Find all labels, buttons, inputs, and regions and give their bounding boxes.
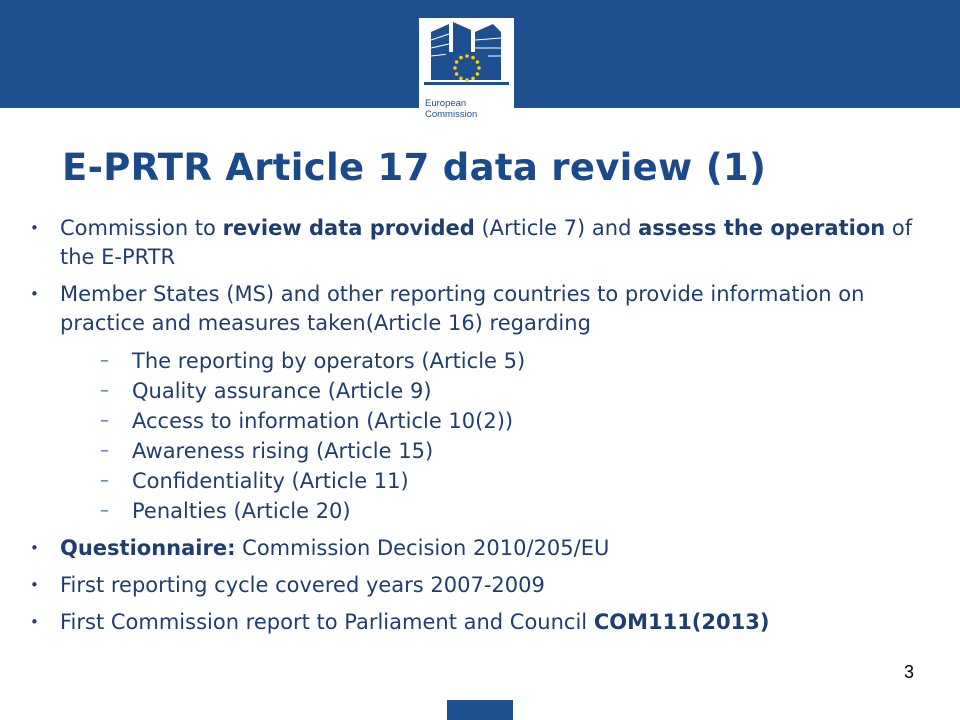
- bullet-list-bottom: [30, 534, 945, 637]
- page-number: 3: [904, 662, 915, 682]
- logo-wordmark: [425, 98, 510, 120]
- sub-bullet-item: [100, 346, 945, 376]
- dash-icon: –: [100, 440, 109, 461]
- bullet-text: First Commission report to Parliament and Council: [60, 610, 594, 634]
- dash-icon: –: [100, 380, 109, 401]
- bullet-text: (Article 7) and: [474, 216, 639, 240]
- bullet-text: of the E-PRTR: [60, 216, 913, 269]
- logo-line-commission: Commission: [425, 109, 478, 120]
- sub-bullet-text: The reporting by operators (Article 5): [132, 349, 526, 373]
- bullet-item: [30, 608, 945, 637]
- sub-bullet-text: Penalties (Article 20): [132, 499, 351, 523]
- logo-line-european: European: [425, 98, 467, 109]
- dash-icon: –: [100, 410, 109, 431]
- sub-bullet-item: [100, 436, 945, 466]
- sub-bullet-item: [100, 406, 945, 436]
- sub-bullet-text: Awareness rising (Article 15): [132, 439, 434, 463]
- bullet-emphasis: Questionnaire:: [60, 536, 236, 560]
- sub-bullet-text: Access to information (Article 10(2)): [132, 409, 514, 433]
- sub-bullet-text: Confidentiality (Article 11): [132, 469, 409, 493]
- berlaymont-building-icon: [419, 18, 514, 98]
- sub-bullet-item: [100, 466, 945, 496]
- dash-icon: –: [100, 350, 109, 371]
- bullet-icon: •: [30, 285, 39, 303]
- footer-tab: [447, 700, 513, 720]
- bullet-text: First reporting cycle covered years 2007-2009: [60, 573, 545, 597]
- slide-title: E-PRTR Article 17 data review (1): [62, 146, 767, 189]
- dash-icon: –: [100, 470, 109, 491]
- bullet-text: Commission to: [60, 216, 223, 240]
- bullet-text: Member States (MS) and other reporting countries to provide information on practice and measures taken(Article 16) regarding: [60, 282, 865, 335]
- sub-bullet-item: [100, 376, 945, 406]
- bullet-icon: •: [30, 539, 39, 557]
- slide-body: [30, 214, 945, 645]
- sub-bullet-text: Quality assurance (Article 9): [132, 379, 432, 403]
- bullet-item: [30, 571, 945, 600]
- bullet-item: [30, 280, 945, 338]
- bullet-text: Commission Decision 2010/205/EU: [235, 536, 610, 560]
- bullet-item: [30, 534, 945, 563]
- sub-bullet-list: [30, 346, 945, 526]
- bullet-emphasis: assess the operation: [638, 216, 886, 240]
- bullet-icon: •: [30, 613, 39, 631]
- bullet-emphasis: review data provided: [222, 216, 475, 240]
- sub-bullet-item: [100, 496, 945, 526]
- bullet-list-top: [30, 214, 945, 338]
- bullet-emphasis: COM111(2013): [593, 610, 770, 634]
- european-commission-logo: [419, 18, 514, 133]
- dash-icon: –: [100, 500, 109, 521]
- bullet-icon: •: [30, 576, 39, 594]
- bullet-item: [30, 214, 945, 272]
- bullet-icon: •: [30, 219, 39, 237]
